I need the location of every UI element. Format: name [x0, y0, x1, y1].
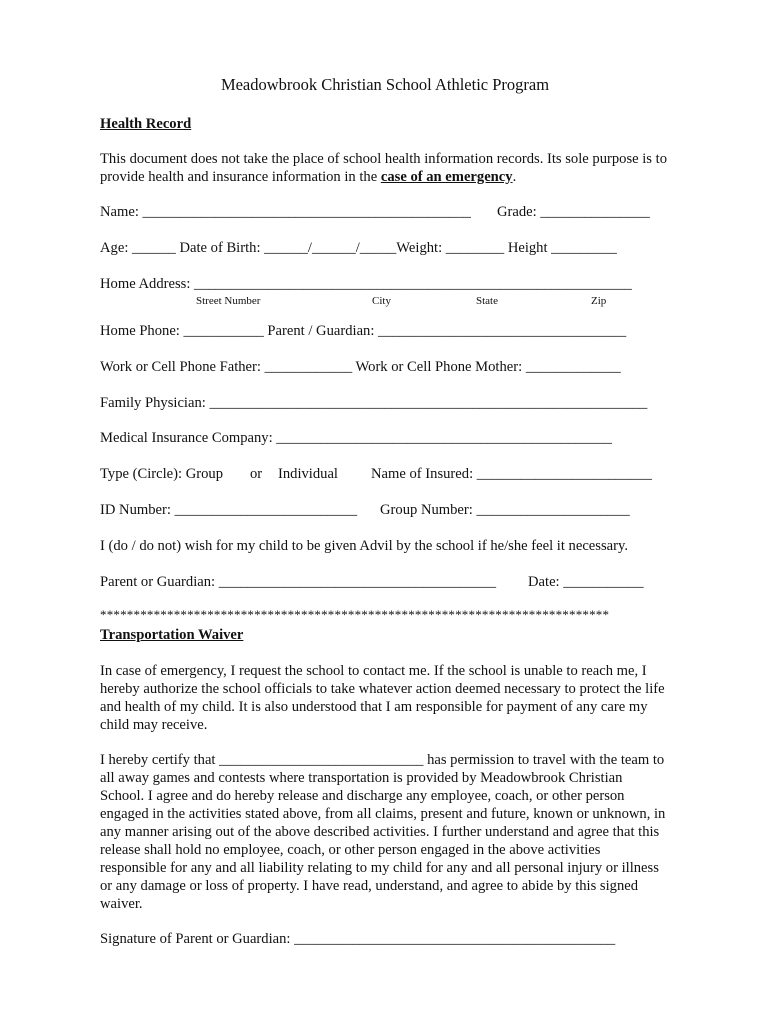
waiver-paragraph-emergency: In case of emergency, I request the school to contact me. If the school is unable to reach me, I hereby authorize the school officials to take whatever action deemed necessary to protect the life and health of my child. It is also understood that I am responsible for payment of any care my child may receive. — [100, 663, 665, 733]
insurance-type-individual[interactable]: Individual — [278, 466, 338, 482]
name-field[interactable]: Name: _____________________________________________ — [100, 204, 471, 220]
address-zip-label: Zip — [591, 295, 607, 307]
insurance-type-label: Type (Circle): Group — [100, 466, 223, 482]
home-address-field[interactable]: Home Address: ____________________________________________________________ — [100, 276, 632, 292]
intro-emphasis: case of an emergency — [380, 169, 513, 185]
intro-text: This document does not take the place of school health information records. Its sole purpose is to provide health and insurance information in the — [100, 151, 667, 185]
address-street-label: Street Number — [196, 295, 261, 307]
group-number-field[interactable]: Group Number: _____________________ — [380, 502, 630, 518]
name-of-insured-field[interactable]: Name of Insured: ________________________ — [371, 466, 652, 482]
signature-field[interactable]: Signature of Parent or Guardian: ____________________________________________ — [100, 931, 616, 947]
health-record-intro — [100, 150, 670, 186]
transportation-waiver-heading: Transportation Waiver — [100, 627, 244, 643]
guardian-signature-field[interactable]: Parent or Guardian: ______________________________________ — [100, 574, 497, 590]
page-title: Meadowbrook Christian School Athletic Program — [220, 75, 550, 94]
work-cell-phone-field[interactable]: Work or Cell Phone Father: ____________ Work or Cell Phone Mother: _____________ — [100, 359, 621, 375]
medical-insurance-field[interactable]: Medical Insurance Company: ______________________________________________ — [100, 430, 612, 446]
insurance-type-or: or — [250, 466, 263, 482]
waiver-paragraph-certify: I hereby certify that ____________________________ has permission to travel with the team to all away games and contests where transportation is provided by Meadowbrook Christian School. I agree and do hereby release and discharge any employee, coach, or other person engaged in the activities stated above, from all claims, present and future, known or unknown, in any manner arising out of the above described activities. I further understand and agree that this release shall hold no employee, coach, or other person engaged in the above activities responsible for any and all liability relating to my child for any and all personal injury or illness or any damage or loss of property. I have read, understand, and agree to abide by this signed waiver. — [100, 752, 666, 912]
date-field[interactable]: Date: ___________ — [528, 574, 644, 590]
intro-end: . — [512, 169, 517, 185]
id-number-field[interactable]: ID Number: _________________________ — [100, 502, 357, 518]
section-separator: **************************************************************************** — [100, 607, 610, 622]
home-phone-guardian-field[interactable]: Home Phone: ___________ Parent / Guardian: __________________________________ — [100, 323, 627, 339]
advil-consent: I (do / do not) wish for my child to be given Advil by the school if he/she feel it necessary. — [100, 538, 628, 554]
address-state-label: State — [476, 295, 498, 307]
age-dob-weight-height-field[interactable]: Age: ______ Date of Birth: ______/______/_____Weight: ________ Height _________ — [100, 240, 617, 256]
health-record-heading: Health Record — [100, 116, 192, 132]
address-city-label: City — [372, 295, 391, 307]
grade-field[interactable]: Grade: _______________ — [497, 204, 650, 220]
family-physician-field[interactable]: Family Physician: ____________________________________________________________ — [100, 395, 648, 411]
